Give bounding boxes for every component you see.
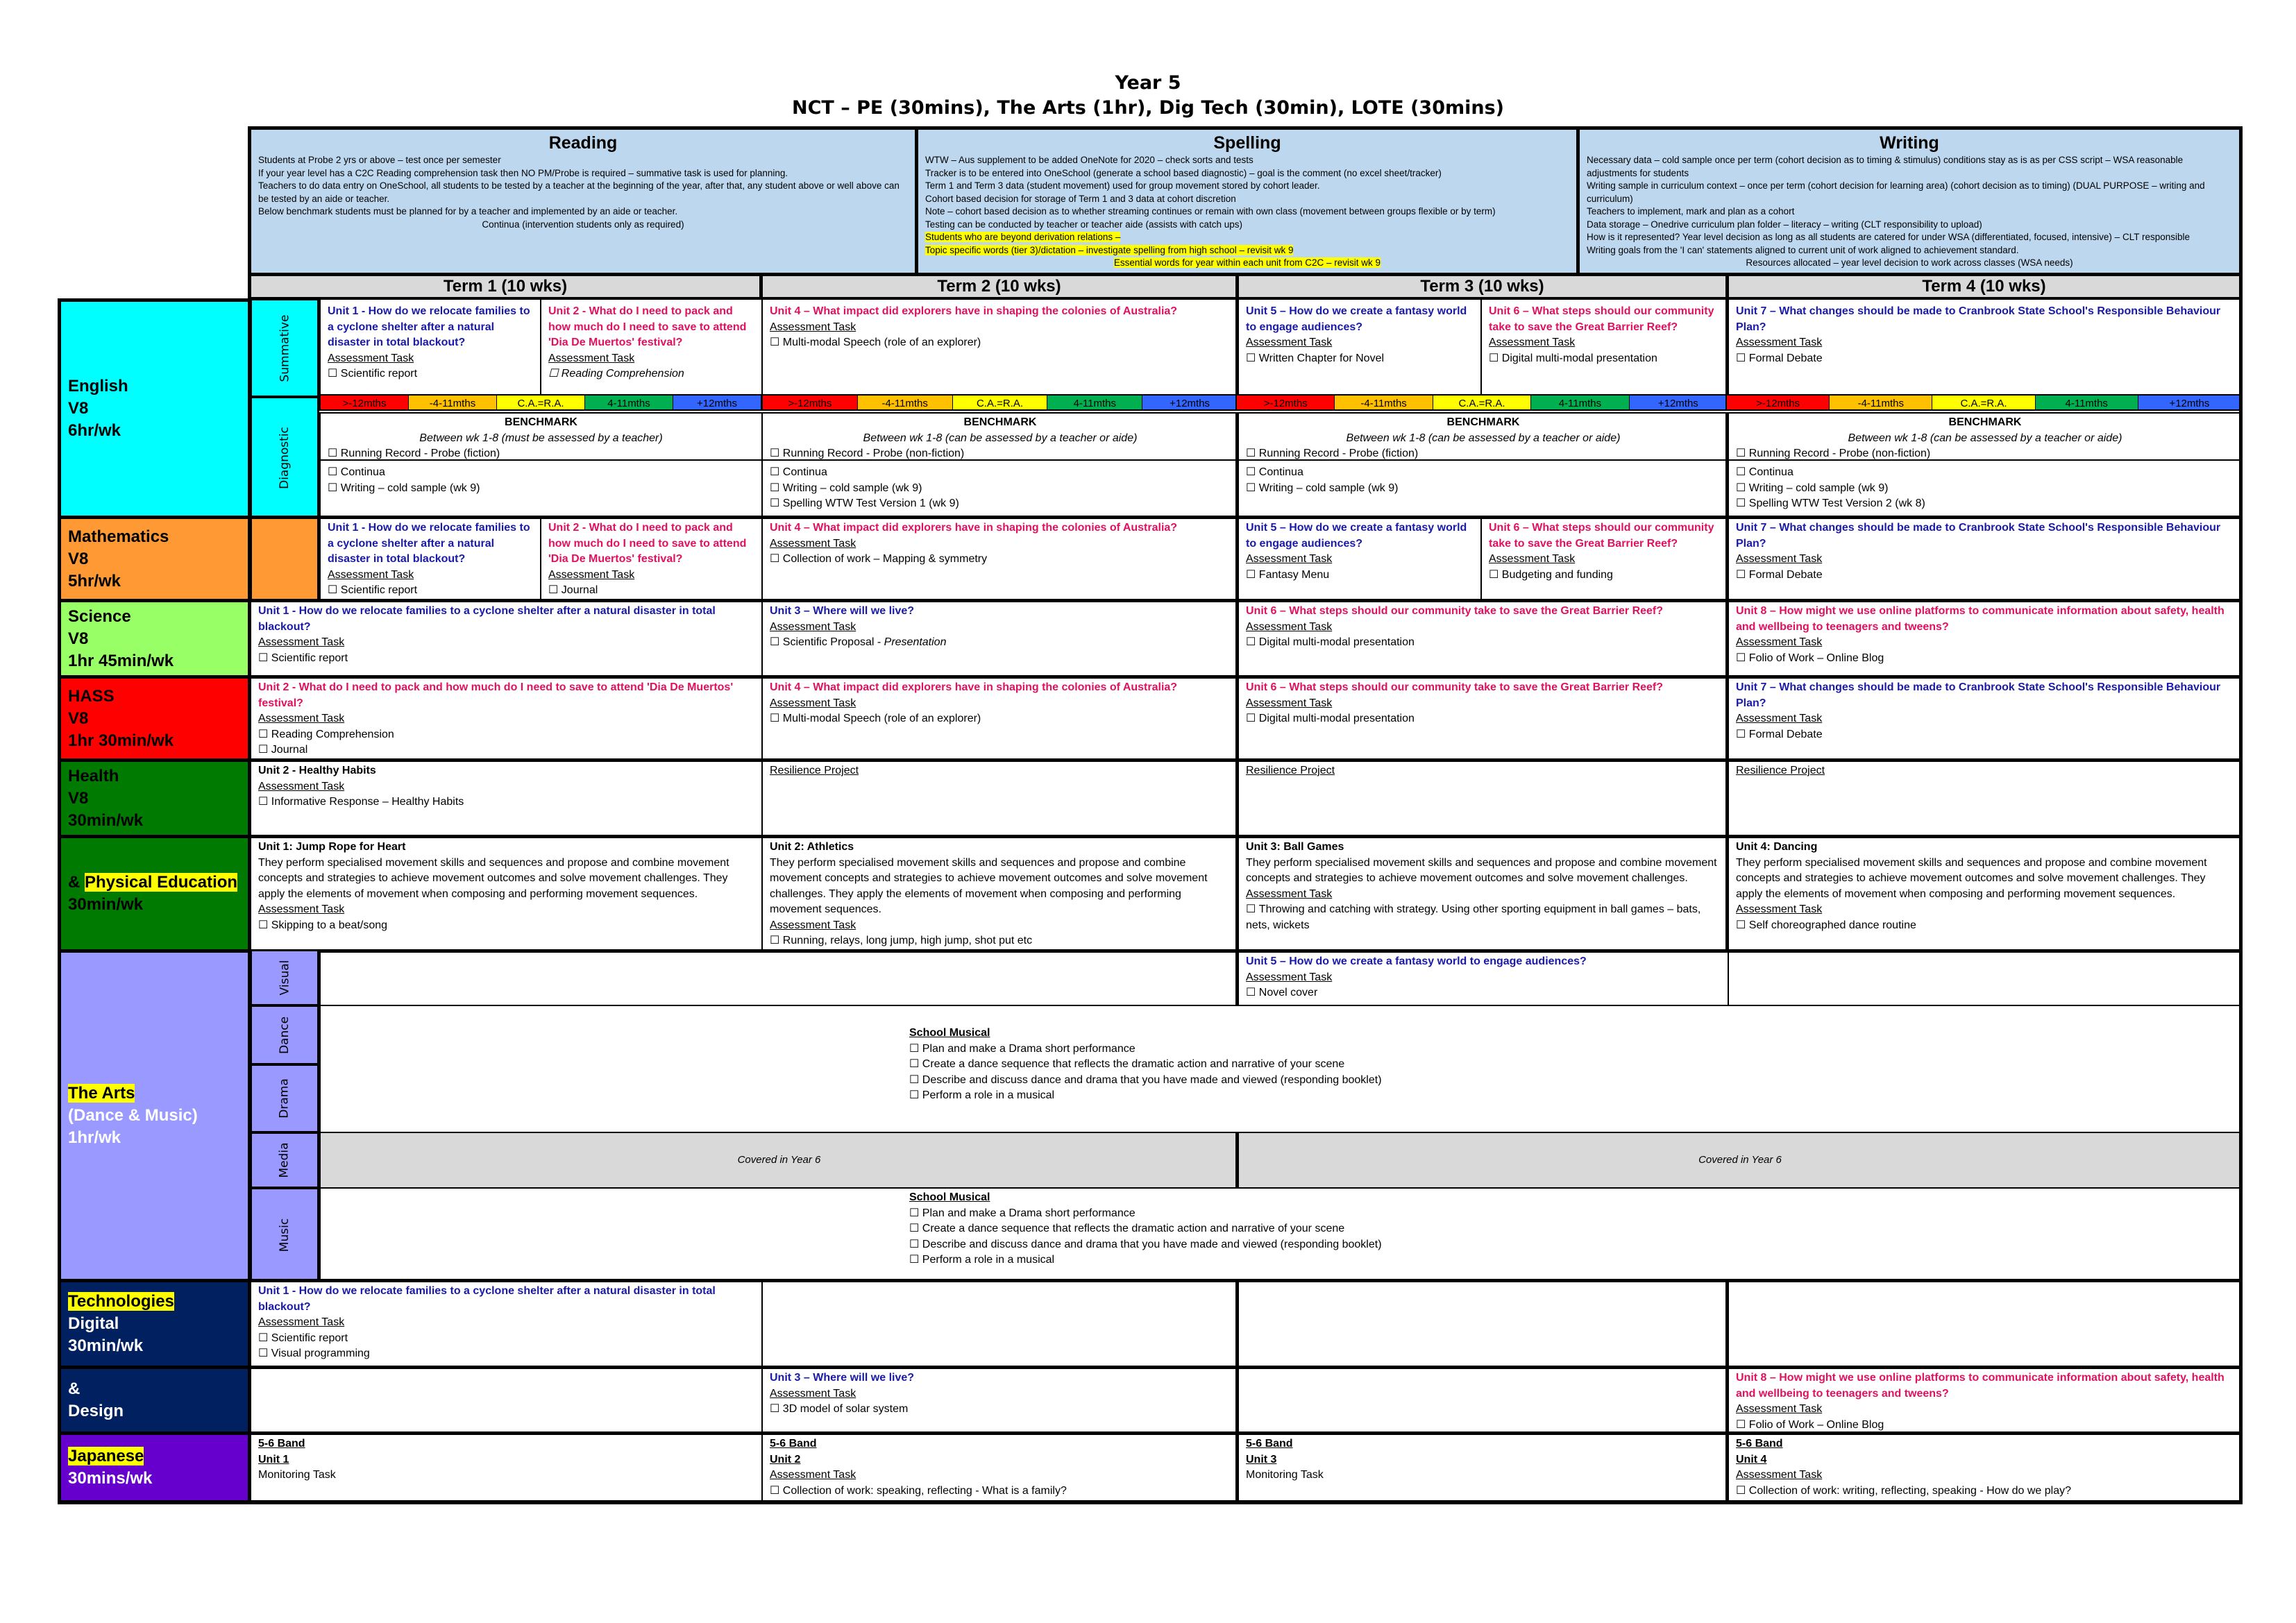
english-t4-benchmark: BENCHMARK Between wk 1-8 (can be assessed by a teacher or aide) ☐ Running Record - Probe (non-fiction) — [1725, 412, 2243, 461]
term-4-header: Term 4 (10 wks) — [1725, 273, 2243, 300]
tech-design-t2: Unit 3 – Where will we live? Assessment Task ☐ 3D model of solar system — [761, 1366, 1239, 1435]
writing-title: Writing — [1880, 133, 1939, 153]
tech-digital-t1: Unit 1 - How do we relocate families to a cyclone shelter after a natural disaster in total blackout? Assessment Task ☐ Scientific report ☐ Visual programming — [250, 1279, 763, 1369]
japanese-t2: 5-6 Band Unit 2 Assessment Task ☐ Collection of work: speaking, reflecting - What is a family? — [761, 1431, 1239, 1504]
english-t2-benchmark: BENCHMARK Between wk 1-8 (can be assessed by a teacher or aide) ☐ Running Record - Probe (non-fiction) — [761, 412, 1239, 461]
english-t2-diagnostic: ☐ Continua ☐ Writing – cold sample (wk 9) ☐ Spelling WTW Test Version 1 (wk 9) — [761, 459, 1239, 519]
arts-drama-label: Drama — [250, 1064, 319, 1133]
english-summative-label: Summative — [250, 298, 319, 398]
reading-title: Reading — [548, 133, 618, 153]
arts-dance-label: Dance — [250, 1005, 319, 1065]
page-title: Year 5 — [1115, 72, 1181, 94]
health-t1: Unit 2 - Healthy Habits Assessment Task ☐ Informative Response – Healthy Habits — [250, 758, 763, 838]
subject-physical-education: & Physical Education 30min/wk — [58, 835, 251, 953]
pe-t3: Unit 3: Ball Games They perform specialised movement skills and sequences and propose and combine movement concepts and strategies to achieve movement outcomes and solve movement challenges. Assessment Task ☐ Throwing and catching with strategy. Using other sporting equipment in ball games – bats, nets, wickets — [1235, 835, 1729, 953]
arts-media-t3-t4: Covered in Year 6 — [1235, 1132, 2243, 1189]
subject-science: Science V8 1hr 45min/wk — [58, 599, 251, 679]
english-t3-diagnostic: ☐ Continua ☐ Writing – cold sample (wk 9) — [1235, 459, 1729, 519]
tech-design-t3 — [1235, 1366, 1729, 1435]
spelling-info-panel: Spelling WTW – Aus supplement to be added OneNote for 2020 – check sorts and tests Tracker is to be entered into OneSchool (generate a school based diagnostic) – goal is the comment (no excel sheet/tracker) Term 1 and Term 3 data (student movement) used for group movement stored by cohort leader. Cohort based decision for storage of Term 1 and 3 data at cohort discretion Note – cohort based decision as to whether streaming continues or remain with own class (movement between groups flexible or by term) Testing can be conducted by teacher or teacher aide (assists with catch ups) Students who are beyond derivation relations – Topic specific words (tier 3)/dictation – investigate spelling from high school – revisit wk 9 Essential words for year within each unit from C2C – revisit wk 9 — [915, 126, 1580, 276]
pe-t2: Unit 2: Athletics They perform specialised movement skills and sequences and propose and combine movement concepts and strategies to achieve movement outcomes and solve movement challenges. They apply the elements of movement when composing and performing movement sequences. Assessment Task ☐ Running, relays, long jump, high jump, shot put etc — [761, 835, 1239, 953]
pe-t4: Unit 4: Dancing They perform specialised movement skills and sequences and propose and combine movement concepts and strategies to achieve movement outcomes and solve movement challenges. They apply the elements of movement when composing and performing movement sequences. Assessment Task ☐ Self choreographed dance routine — [1725, 835, 2243, 953]
health-t4: Resilience Project — [1725, 758, 2243, 838]
subject-english: English V8 6hr/wk — [58, 298, 251, 519]
subject-technologies-digital: Technologies Digital 30min/wk — [58, 1279, 251, 1369]
tech-design-t4: Unit 8 – How might we use online platforms to communicate information about safety, health and wellbeing to teenagers and tweens? Assessment Task ☐ Folio of Work – Online Blog — [1725, 1366, 2243, 1435]
subject-the-arts: The Arts (Dance & Music) 1hr/wk — [58, 949, 251, 1282]
arts-visual-t3: Unit 5 – How do we create a fantasy world to engage audiences? Assessment Task ☐ Novel cover — [1235, 949, 1729, 1006]
maths-t1-unit2: Unit 2 - What do I need to pack and how much do I need to save to attend 'Dia De Muertos' festival? Assessment Task ☐ Journal — [540, 516, 763, 602]
english-t3-unit5: Unit 5 – How do we create a fantasy world to engage audiences? Assessment Task ☐ Written Chapter for Novel — [1235, 298, 1482, 398]
band-scale-t1: >-12mths -4-11mths C.A.=R.A. 4-11mths +12mths — [319, 394, 763, 411]
tech-digital-t2 — [761, 1279, 1239, 1369]
tech-digital-t4 — [1725, 1279, 2243, 1369]
arts-media-label: Media — [250, 1132, 319, 1189]
hass-t4: Unit 7 – What changes should be made to Cranbrook State School's Responsible Behaviour Plan? Assessment Task ☐ Formal Debate — [1725, 675, 2243, 762]
english-t3-benchmark: BENCHMARK Between wk 1-8 (can be assessed by a teacher or aide) ☐ Running Record - Probe (fiction) — [1235, 412, 1729, 461]
hass-t2: Unit 4 – What impact did explorers have in shaping the colonies of Australia? Assessment Task ☐ Multi-modal Speech (role of an explorer) — [761, 675, 1239, 762]
pe-t1: Unit 1: Jump Rope for Heart They perform specialised movement skills and sequences and propose and combine movement concepts and strategies to achieve movement outcomes and solve movement challenges. They apply the elements of movement when composing and performing movement sequences. Assessment Task ☐ Skipping to a beat/song — [250, 835, 763, 953]
term-3-header: Term 3 (10 wks) — [1235, 273, 1729, 300]
english-t1-diagnostic: ☐ Continua ☐ Writing – cold sample (wk 9) — [319, 459, 763, 519]
subject-hass: HASS V8 1hr 30min/wk — [58, 675, 251, 762]
maths-t3-unit6: Unit 6 – What steps should our community take to save the Great Barrier Reef? Assessment Task ☐ Budgeting and funding — [1480, 516, 1729, 602]
subject-health: Health V8 30min/wk — [58, 758, 251, 838]
english-t1-unit2: Unit 2 - What do I need to pack and how much do I need to save to attend 'Dia De Muertos' festival? Assessment Task ☐ Reading Comprehension — [540, 298, 763, 398]
term-1-header: Term 1 (10 wks) — [248, 273, 763, 300]
english-t1-benchmark: BENCHMARK Between wk 1-8 (must be assessed by a teacher) ☐ Running Record - Probe (fiction) — [319, 412, 763, 461]
arts-visual-label: Visual — [250, 949, 319, 1006]
japanese-t1: 5-6 Band Unit 1 Monitoring Task — [250, 1431, 763, 1504]
english-t4-unit7: Unit 7 – What changes should be made to Cranbrook State School's Responsible Behaviour Plan? Assessment Task ☐ Formal Debate — [1725, 298, 2243, 398]
arts-music-musical: School Musical ☐ Plan and make a Drama short performance ☐ Create a dance sequence that reflects the dramatic action and narrative of your scene ☐ Describe and discuss dance and drama that you have made and viewed (responding booklet) ☐ Perform a role in a musical — [319, 1187, 2243, 1282]
hass-t3: Unit 6 – What steps should our community take to save the Great Barrier Reef? Assessment Task ☐ Digital multi-modal presentation — [1235, 675, 1729, 762]
english-t1-unit1: Unit 1 - How do we relocate families to a cyclone shelter after a natural disaster in total blackout? Assessment Task ☐ Scientific report — [319, 298, 541, 398]
english-diagnostic-label: Diagnostic — [250, 396, 319, 519]
health-t2: Resilience Project — [761, 758, 1239, 838]
maths-side-blank — [250, 516, 319, 602]
reading-info-panel: Reading Students at Probe 2 yrs or above – test once per semester If your year level has a C2C Reading comprehension task then NO PM/Probe is required – summative task is used for planning. Teachers to do data entry on OneSchool, all students to be tested by a teacher at the beginning of the year, after that, any student above or well above can be tested by an aide or teacher. Below benchmark students must be planned for by a teacher and implemented by an aide or teacher. Continua (intervention students only as required) — [248, 126, 918, 276]
arts-visual-t4 — [1728, 949, 2243, 1006]
science-t1: Unit 1 - How do we relocate families to a cyclone shelter after a natural disaster in total blackout? Assessment Task ☐ Scientific report — [250, 599, 763, 679]
band-scale-t4: >-12mths -4-11mths C.A.=R.A. 4-11mths +12mths — [1725, 394, 2243, 411]
tech-digital-t3 — [1235, 1279, 1729, 1369]
arts-visual-t1-t2 — [319, 949, 1239, 1006]
english-t2-unit4: Unit 4 – What impact did explorers have in shaping the colonies of Australia? Assessment Task ☐ Multi-modal Speech (role of an explorer) — [761, 298, 1239, 398]
spelling-title: Spelling — [1213, 133, 1281, 153]
english-t4-diagnostic: ☐ Continua ☐ Writing – cold sample (wk 9) ☐ Spelling WTW Test Version 2 (wk 8) — [1725, 459, 2243, 519]
maths-t3-unit5: Unit 5 – How do we create a fantasy world to engage audiences? Assessment Task ☐ Fantasy Menu — [1235, 516, 1482, 602]
health-t3: Resilience Project — [1235, 758, 1729, 838]
maths-t2-unit4: Unit 4 – What impact did explorers have in shaping the colonies of Australia? Assessment Task ☐ Collection of work – Mapping & symmetry — [761, 516, 1239, 602]
page-subtitle: NCT – PE (30mins), The Arts (1hr), Dig Tech (30min), LOTE (30mins) — [791, 97, 1505, 119]
english-t3-unit6: Unit 6 – What steps should our community take to save the Great Barrier Reef? Assessment Task ☐ Digital multi-modal presentation — [1480, 298, 1729, 398]
subject-mathematics: Mathematics V8 5hr/wk — [58, 516, 251, 602]
tech-design-t1 — [250, 1366, 763, 1435]
table-right-border — [2239, 298, 2243, 1504]
band-scale-t3: >-12mths -4-11mths C.A.=R.A. 4-11mths +12mths — [1235, 394, 1729, 411]
subject-japanese: Japanese 30mins/wk — [58, 1431, 251, 1504]
term-2-header: Term 2 (10 wks) — [759, 273, 1239, 300]
band-scale-t2: >-12mths -4-11mths C.A.=R.A. 4-11mths +12mths — [761, 394, 1239, 411]
science-t3: Unit 6 – What steps should our community take to save the Great Barrier Reef? Assessment Task ☐ Digital multi-modal presentation — [1235, 599, 1729, 679]
science-t4: Unit 8 – How might we use online platforms to communicate information about safety, health and wellbeing to teenagers and tweens? Assessment Task ☐ Folio of Work – Online Blog — [1725, 599, 2243, 679]
science-t2: Unit 3 – Where will we live? Assessment Task ☐ Scientific Proposal - Presentation — [761, 599, 1239, 679]
hass-t1: Unit 2 - What do I need to pack and how much do I need to save to attend 'Dia De Muertos' festival? Assessment Task ☐ Reading Comprehension ☐ Journal — [250, 675, 763, 762]
maths-t4-unit7: Unit 7 – What changes should be made to Cranbrook State School's Responsible Behaviour Plan? Assessment Task ☐ Formal Debate — [1725, 516, 2243, 602]
japanese-t3: 5-6 Band Unit 3 Monitoring Task — [1235, 1431, 1729, 1504]
maths-t1-unit1: Unit 1 - How do we relocate families to a cyclone shelter after a natural disaster in total blackout? Assessment Task ☐ Scientific report — [319, 516, 541, 602]
arts-dance-drama-musical: School Musical ☐ Plan and make a Drama short performance ☐ Create a dance sequence that reflects the dramatic action and narrative of your scene ☐ Describe and discuss dance and drama that you have made and viewed (responding booklet) ☐ Perform a role in a musical — [319, 1005, 2243, 1133]
arts-media-t1-t2: Covered in Year 6 — [319, 1132, 1239, 1189]
japanese-t4: 5-6 Band Unit 4 Assessment Task ☐ Collection of work: writing, reflecting, speaking - How do we play? — [1725, 1431, 2243, 1504]
arts-music-label: Music — [250, 1187, 319, 1282]
subject-technologies-design: & Design — [58, 1366, 251, 1435]
writing-info-panel: Writing Necessary data – cold sample once per term (cohort decision as to timing & stimulus) conditions stay as is as per CSS script – WSA reasonable adjustments for students Writing sample in curriculum context – once per term (cohort decision for learning area) (cohort decision as to timing) (DUAL PURPOSE – writing and curriculum) Teachers to implement, mark and plan as a cohort Data storage – Onedrive curriculum plan folder – literacy – writing (CLT responsibility to upload) How is it represented? Year level decision as long as all students are catered for under WSA (differentiated, focused, intensive) – CLT responsible Writing goals from the 'I can' statements aligned to current unit of work aligned to achievement standard. Resources allocated – year level decision to work across classes (WSA needs) — [1576, 126, 2243, 276]
